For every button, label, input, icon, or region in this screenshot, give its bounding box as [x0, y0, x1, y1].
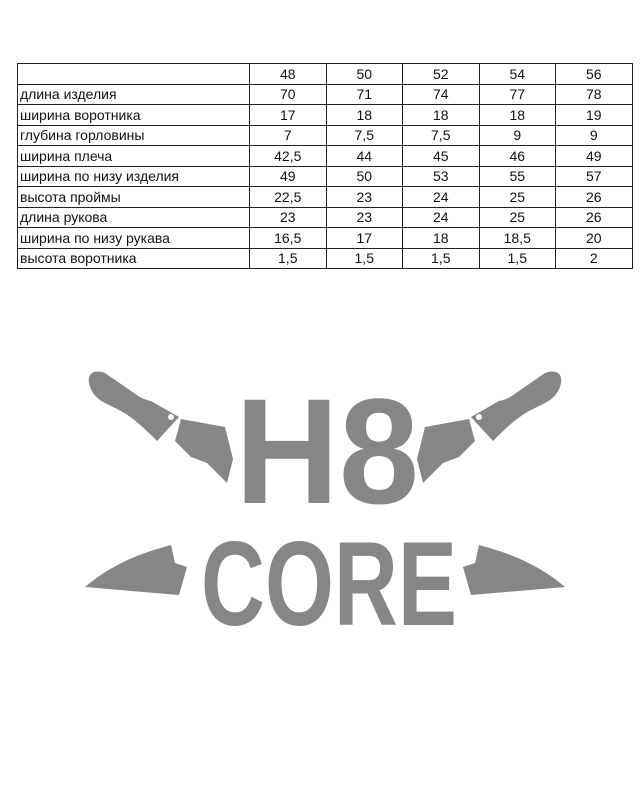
logo-line1: H8 — [235, 367, 419, 535]
measurement-value: 26 — [556, 187, 633, 208]
measurement-value: 24 — [403, 207, 480, 228]
h8-core-logo — [75, 355, 575, 635]
measurement-value: 49 — [556, 146, 633, 167]
size-cell: 54 — [479, 64, 556, 85]
logo-line2: CORE — [201, 517, 457, 635]
measurement-row — [18, 84, 633, 105]
measurement-label: ширина воротника — [18, 105, 250, 126]
knife-upper-right-icon — [417, 371, 561, 483]
measurement-label: высота воротника — [18, 248, 250, 269]
measurement-label: длина изделия — [18, 84, 250, 105]
measurement-value: 9 — [556, 125, 633, 146]
measurement-label: ширина плеча — [18, 146, 250, 167]
measurement-value: 55 — [479, 166, 556, 187]
measurement-label: ширина по низу рукава — [18, 228, 250, 249]
measurement-value: 23 — [250, 207, 327, 228]
size-cell: 48 — [250, 64, 327, 85]
measurement-value: 18,5 — [479, 228, 556, 249]
measurement-value: 49 — [250, 166, 327, 187]
measurement-label: длина рукова — [18, 207, 250, 228]
measurement-row — [18, 166, 633, 187]
measurement-value: 42,5 — [250, 146, 327, 167]
measurement-value: 22,5 — [250, 187, 327, 208]
measurement-value: 1,5 — [403, 248, 480, 269]
blade-lower-right-icon — [463, 545, 565, 595]
measurement-value: 70 — [250, 84, 327, 105]
size-cell: 52 — [403, 64, 480, 85]
measurement-row — [18, 207, 633, 228]
measurement-label: ширина по низу изделия — [18, 166, 250, 187]
measurement-value: 2 — [556, 248, 633, 269]
measurement-value: 18 — [403, 105, 480, 126]
blade-lower-left-icon — [85, 545, 187, 595]
measurement-value: 26 — [556, 207, 633, 228]
measurement-row — [18, 146, 633, 167]
measurement-value: 17 — [250, 105, 327, 126]
measurement-value: 17 — [326, 228, 403, 249]
measurement-value: 25 — [479, 207, 556, 228]
knife-upper-left-icon — [89, 371, 233, 483]
measurement-value: 74 — [403, 84, 480, 105]
measurement-value: 23 — [326, 187, 403, 208]
measurement-value: 18 — [403, 228, 480, 249]
size-chart-body — [18, 64, 633, 269]
size-cell: 50 — [326, 64, 403, 85]
measurement-row — [18, 248, 633, 269]
measurement-value: 7,5 — [326, 125, 403, 146]
measurement-value: 1,5 — [479, 248, 556, 269]
size-cell: 56 — [556, 64, 633, 85]
measurement-value: 18 — [326, 105, 403, 126]
measurement-value: 18 — [479, 105, 556, 126]
measurement-value: 46 — [479, 146, 556, 167]
measurement-value: 23 — [326, 207, 403, 228]
header-label-cell — [18, 64, 250, 85]
measurement-value: 1,5 — [326, 248, 403, 269]
measurement-value: 53 — [403, 166, 480, 187]
measurement-value: 44 — [326, 146, 403, 167]
measurement-row — [18, 228, 633, 249]
measurement-row — [18, 105, 633, 126]
measurement-label: глубина горловины — [18, 125, 250, 146]
measurement-label: высота проймы — [18, 187, 250, 208]
measurement-value: 45 — [403, 146, 480, 167]
measurement-row — [18, 125, 633, 146]
measurement-value: 16,5 — [250, 228, 327, 249]
measurement-value: 9 — [479, 125, 556, 146]
measurement-value: 19 — [556, 105, 633, 126]
measurement-row — [18, 187, 633, 208]
measurement-value: 1,5 — [250, 248, 327, 269]
measurement-value: 78 — [556, 84, 633, 105]
measurement-value: 71 — [326, 84, 403, 105]
measurement-value: 7,5 — [403, 125, 480, 146]
measurement-value: 24 — [403, 187, 480, 208]
size-chart-table — [17, 63, 633, 269]
size-header-row — [18, 64, 633, 85]
measurement-value: 25 — [479, 187, 556, 208]
measurement-value: 77 — [479, 84, 556, 105]
measurement-value: 57 — [556, 166, 633, 187]
measurement-value: 20 — [556, 228, 633, 249]
measurement-value: 50 — [326, 166, 403, 187]
measurement-value: 7 — [250, 125, 327, 146]
